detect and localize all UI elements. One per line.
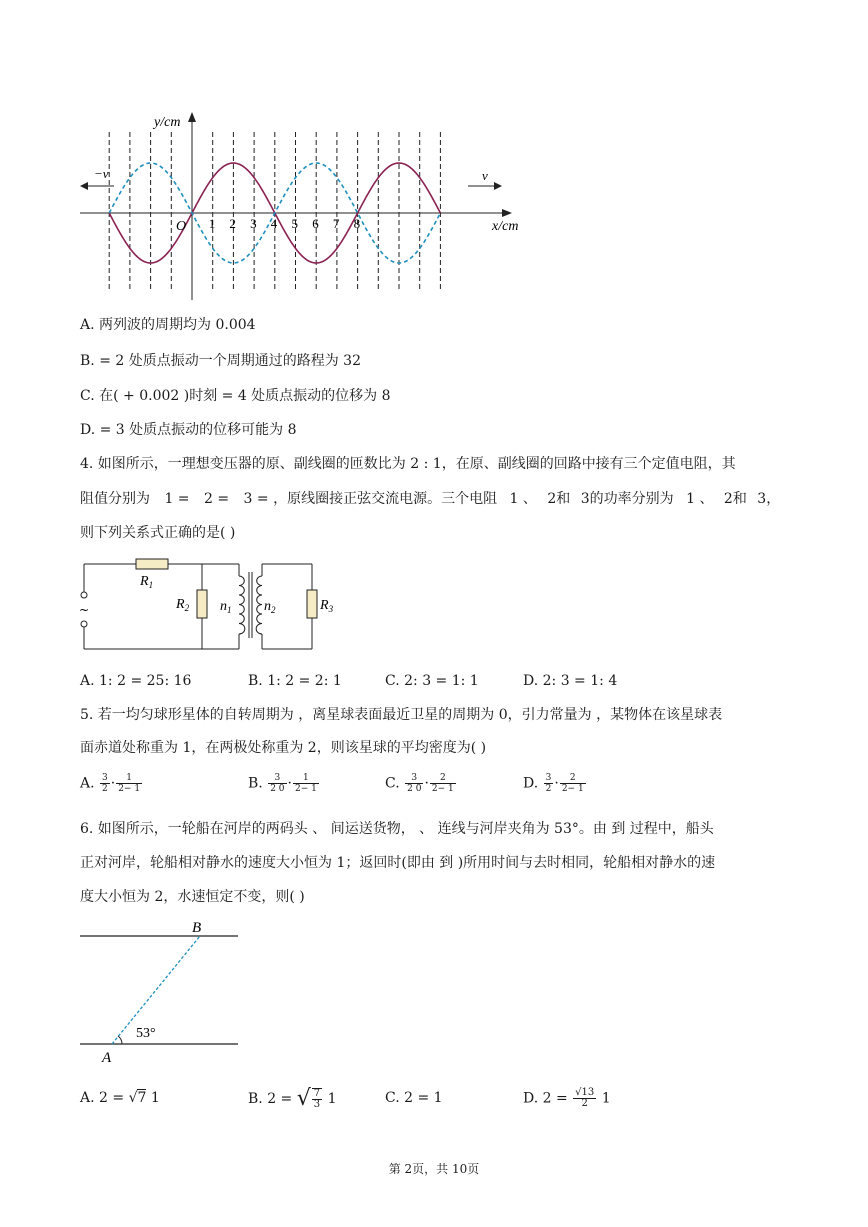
q5-a-frac-2: $\frac{1}{2- 1}$ — [118, 773, 141, 794]
q4-option-a: A. 1: 2 = 25: 16 — [80, 673, 192, 689]
q4-l2-a: 阻值分别为 — [80, 491, 150, 507]
q5-d-frac-1: $\frac{3}{2}$ — [545, 773, 552, 794]
r2-label: $R_2$ — [176, 597, 190, 613]
q6-line-1: 6. 如图所示，一轮船在河岸的两码头 、 间运送货物， 、 连线与河岸夹角为 53°。由 到 过程中，船头 — [80, 821, 714, 837]
q6-option-b: B. 2 = √ $\frac{7}{3}$ 1 — [248, 1086, 337, 1111]
transformer-circuit — [76, 554, 346, 654]
x-tick-label: 3 — [250, 216, 257, 231]
q5-option-a: A. $\frac{3}{2}$ · $\frac{1}{2- 1}$ — [80, 773, 141, 794]
x-tick-label: 5 — [291, 216, 298, 231]
resistor-r2 — [197, 590, 207, 618]
x-tick-label: 2 — [229, 216, 236, 231]
q5-line-1: 5. 若一均匀球形星体的自转周期为 ，离星球表面最近卫星的周期为 0，引力常量为 ，某物体在该星球表 — [80, 707, 723, 723]
q4-l2-f: 2和 — [547, 491, 571, 507]
x-tick-label: 6 — [312, 216, 319, 231]
page-footer: 第 2页，共 10页 — [388, 1162, 480, 1176]
q6-line-2: 正对河岸，轮船相对静水的速度大小恒为 1；返回时(即由 到 )所用时间与去时相同，轮船相对静水的速 — [80, 855, 716, 871]
source-terminal-bottom — [81, 621, 87, 627]
q4-line-1: 4. 如图所示，一理想变压器的原、副线圈的匝数比为 2 : 1，在原、副线圈的回路中接有三个定值电阻，其 — [80, 456, 736, 472]
q6-option-c: C. 2 = 1 — [385, 1090, 443, 1106]
origin-label: O — [176, 219, 187, 234]
n2-label: $n_2$ — [264, 599, 276, 615]
r3-label: $R_3$ — [320, 598, 334, 614]
tick-labels — [209, 216, 360, 231]
q5-d-frac-2: $\frac{2}{2- 1}$ — [561, 773, 584, 794]
q3-option-a: A. 两列波的周期均为 0.004 — [80, 317, 256, 333]
q6-d-frac: $\frac{√13}{2}$ — [575, 1087, 595, 1109]
q5-option-d: D. $\frac{3}{2}$ · $\frac{2}{2- 1}$ — [523, 773, 584, 794]
resistor-r1 — [136, 559, 168, 569]
q4-line-2 — [80, 489, 780, 509]
q6-line-3: 度大小恒为 2，水速恒定不变，则( ) — [80, 889, 305, 905]
q3-option-d: D. = 3 处质点振动的位移可能为 8 — [80, 422, 297, 438]
angle-arc — [118, 1036, 122, 1044]
right-velocity-label: v — [482, 168, 488, 183]
q4-l2-g: 3的功率分别为 — [580, 491, 674, 507]
q5-option-b: B. $\frac{3}{2 0}$ · $\frac{1}{2- 1}$ — [248, 773, 317, 794]
r1-label: $R_1$ — [140, 574, 154, 590]
q5-c-frac-1: $\frac{3}{2 0}$ — [407, 773, 422, 794]
x-axis-label: x/cm — [492, 219, 519, 234]
q5-a-frac-1: $\frac{3}{2}$ — [102, 773, 108, 794]
q3-option-c: C. 在( + 0.002 )时刻 = 4 处质点振动的位移为 8 — [80, 388, 391, 404]
angle-label: 53° — [136, 1026, 156, 1041]
q4-option-c: C. 2: 3 = 1: 1 — [385, 673, 479, 689]
sqrt-symbol: √ — [128, 1090, 138, 1106]
x-tick-label: 7 — [332, 216, 340, 231]
q4-line-3: 则下列关系式正确的是( ) — [80, 525, 236, 541]
q6-option-d: D. 2 = $\frac{√13}{2}$ 1 — [523, 1087, 611, 1109]
q4-l2-c: 2 = — [204, 491, 230, 507]
source-terminal-top — [81, 592, 87, 598]
x-tick-label: 1 — [208, 216, 216, 231]
left-arrowhead — [80, 182, 88, 190]
point-b-label: B — [192, 920, 202, 936]
q4-l2-i: 2和 — [723, 491, 747, 507]
q5-b-frac-2: $\frac{1}{2- 1}$ — [294, 773, 317, 794]
q5-line-2: 面赤道处称重为 1，在两极处称重为 2，则该星球的平均密度为( ) — [80, 740, 487, 756]
y-axis-label: y/cm — [154, 115, 181, 130]
q6-option-a: A. 2 = √7 1 — [80, 1090, 160, 1106]
q6-b-frac: $\frac{7}{3}$ — [313, 1088, 321, 1110]
x-axis-arrow — [502, 209, 512, 217]
q5-b-frac-1: $\frac{3}{2 0}$ — [270, 773, 285, 794]
river-figure — [76, 916, 246, 1064]
left-velocity-label: −v — [94, 166, 109, 181]
ac-source-symbol: ~ — [79, 603, 90, 617]
y-axis-arrow — [188, 112, 196, 122]
q4-option-b: B. 1: 2 = 2: 1 — [248, 673, 342, 689]
right-arrowhead — [494, 182, 502, 190]
x-tick-label: 8 — [353, 216, 361, 231]
q4-l2-j: 3， — [757, 491, 781, 507]
point-a-label: A — [102, 1050, 112, 1064]
q4-l2-b: 1 = — [164, 491, 190, 507]
q4-l2-h: 1 、 — [686, 491, 714, 507]
sqrt-symbol: √ — [296, 1086, 311, 1111]
resistor-r3 — [307, 590, 317, 618]
q5-option-c: C. $\frac{3}{2 0}$ · $\frac{2}{2- 1}$ — [385, 773, 454, 794]
x-tick-label: 4 — [270, 216, 278, 231]
n1-label: $n_1$ — [220, 599, 232, 615]
q3-option-b: B. = 2 处质点振动一个周期通过的路程为 32 — [80, 353, 361, 369]
q4-option-d: D. 2: 3 = 1: 4 — [523, 673, 618, 689]
wave-figure — [70, 110, 540, 305]
q5-c-frac-2: $\frac{2}{2- 1}$ — [431, 773, 454, 794]
q4-l2-d: 3 = ，原线圈接正弦交流电源。三个电阻 — [243, 491, 498, 507]
q4-l2-e: 1 、 — [509, 491, 537, 507]
route-ab — [112, 936, 200, 1044]
